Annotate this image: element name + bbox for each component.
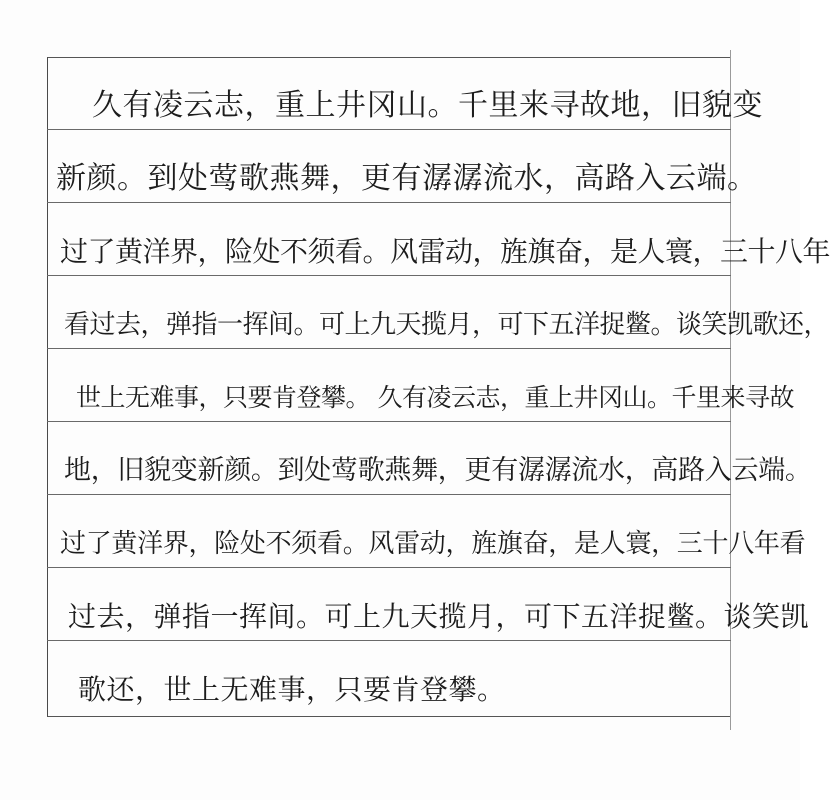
text-line-6: 地，旧貌变新颜。到处莺歌燕舞，更有潺潺流水，高路入云端。 [64, 455, 812, 486]
text-line-2: 新颜。到处莺歌燕舞，更有潺潺流水，高路入云端。 [56, 161, 758, 196]
text-line-5: 世上无难事，只要肯登攀。 久有凌云志，重上井冈山。千里来寻故 [76, 383, 794, 412]
text-line-1: 久有凌云志，重上井冈山。千里来寻故地，旧貌变 [92, 88, 763, 123]
text-line-4: 看过去，弹指一挥间。可上九天揽月，可下五洋捉鳖。谈笑凯歌还， [64, 310, 830, 340]
text-line-7: 过了黄洋界，险处不须看。风雷动，旌旗奋，是人寰，三十八年看 [60, 529, 806, 559]
text-line-3: 过了黄洋界，险处不须看。风雷动，旌旗奋，是人寰，三十八年 [60, 235, 830, 268]
text-line-9: 歌还，世上无难事，只要肯登攀。 [78, 673, 506, 706]
text-line-8: 过去，弹指一挥间。可上九天揽月，可下五洋捉鳖。谈笑凯 [68, 600, 810, 633]
